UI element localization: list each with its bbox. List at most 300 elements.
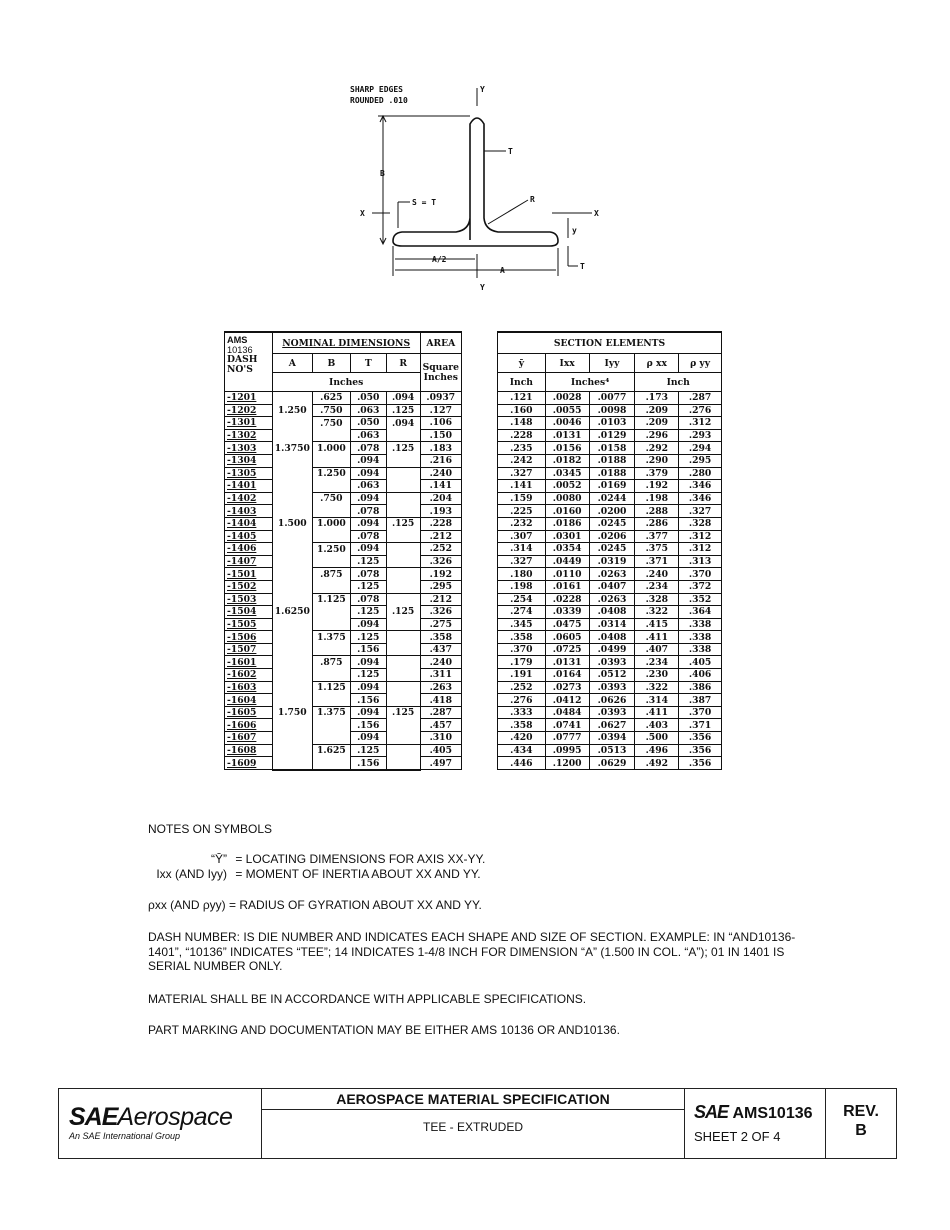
cell-pxx: .286	[635, 517, 679, 530]
cell-ixx: .0412	[545, 694, 589, 707]
logo-sae: SAE	[69, 1103, 118, 1131]
cell-r	[386, 505, 420, 518]
cell-r	[386, 643, 420, 656]
cell-a	[272, 417, 312, 430]
note-ixx-text: = MOMENT OF INERTIA ABOUT XX AND YY.	[235, 867, 481, 881]
header-ams: AMS	[227, 335, 248, 345]
cell-pyy: .346	[679, 492, 722, 505]
cell-ixx: .0273	[545, 681, 589, 694]
cell-ixx: .0055	[545, 404, 589, 417]
cell-y: .159	[498, 492, 546, 505]
cell-ixx: .0131	[545, 656, 589, 669]
cell-iyy: .0077	[589, 392, 635, 405]
cell-y: .358	[498, 631, 546, 644]
cell-a	[272, 656, 312, 669]
cell-r	[386, 492, 420, 505]
cell-iyy: .0408	[589, 631, 635, 644]
cell-a: 1.750	[272, 706, 312, 719]
doc-number-line	[694, 1102, 813, 1123]
cell-y: .333	[498, 706, 546, 719]
cell-r	[386, 593, 420, 606]
cell-ixx: .0046	[545, 417, 589, 430]
table-row	[225, 606, 462, 619]
cell-pxx: .415	[635, 618, 679, 631]
cell-iyy: .0393	[589, 656, 635, 669]
rev-label: REV.	[843, 1103, 879, 1120]
cell-iyy: .0499	[589, 643, 635, 656]
cell-dash: -1608	[225, 744, 273, 757]
table-row	[498, 530, 722, 543]
header-area: AREA	[420, 332, 461, 354]
cell-iyy: .0263	[589, 568, 635, 581]
cell-ixx: .0741	[545, 719, 589, 732]
cell-iyy: .0629	[589, 757, 635, 770]
rev-value: B	[855, 1122, 867, 1139]
tee-section-drawing	[340, 78, 620, 293]
cell-pyy: .364	[679, 606, 722, 619]
header-square-inches	[420, 354, 461, 392]
cell-iyy: .0394	[589, 732, 635, 745]
table-row	[498, 719, 722, 732]
cell-pyy: .356	[679, 757, 722, 770]
logo-cell	[59, 1089, 262, 1158]
cell-ixx: .0164	[545, 669, 589, 682]
cell-dash: -1303	[225, 442, 273, 455]
cell-pyy: .313	[679, 555, 722, 568]
cell-pxx: .403	[635, 719, 679, 732]
cell-a	[272, 732, 312, 745]
cell-r: .094	[386, 417, 420, 430]
cell-area: .240	[420, 656, 461, 669]
header-nominal: NOMINAL DIMENSIONS	[272, 332, 420, 354]
table-row	[225, 593, 462, 606]
cell-a	[272, 719, 312, 732]
cell-r: .125	[386, 442, 420, 455]
cell-ixx: .0131	[545, 429, 589, 442]
cell-ixx: .0228	[545, 593, 589, 606]
header-dash: DASH	[227, 354, 258, 365]
cell-area: .418	[420, 694, 461, 707]
cell-t: .094	[350, 618, 386, 631]
cell-iyy: .0627	[589, 719, 635, 732]
cell-area: .106	[420, 417, 461, 430]
cell-b	[312, 555, 350, 568]
cell-b	[312, 606, 350, 619]
cell-a	[272, 392, 312, 405]
cell-dash: -1506	[225, 631, 273, 644]
cell-a	[272, 580, 312, 593]
cell-dash: -1504	[225, 606, 273, 619]
cell-t: .063	[350, 404, 386, 417]
cell-r	[386, 631, 420, 644]
table-row	[225, 530, 462, 543]
cell-iyy: .0188	[589, 454, 635, 467]
cell-r	[386, 543, 420, 556]
cell-t: .078	[350, 530, 386, 543]
cell-ixx: .0110	[545, 568, 589, 581]
cell-a: 1.6250	[272, 606, 312, 619]
cell-pxx: .290	[635, 454, 679, 467]
cell-y: .327	[498, 555, 546, 568]
logo-subtitle: An SAE International Group	[69, 1131, 181, 1141]
cell-pyy: .328	[679, 517, 722, 530]
cell-pxx: .209	[635, 404, 679, 417]
cell-iyy: .0319	[589, 555, 635, 568]
cell-pyy: .387	[679, 694, 722, 707]
table-row	[225, 454, 462, 467]
cell-area: .295	[420, 580, 461, 593]
cell-pxx: .500	[635, 732, 679, 745]
cell-pyy: .370	[679, 706, 722, 719]
cell-dash: -1505	[225, 618, 273, 631]
logo-aerospace: Aerospace	[117, 1103, 233, 1131]
cell-y: .446	[498, 757, 546, 770]
cell-area: .127	[420, 404, 461, 417]
table-row	[225, 492, 462, 505]
cell-t: .156	[350, 643, 386, 656]
doc-number: AMS10136	[732, 1105, 813, 1122]
cell-ixx: .0160	[545, 505, 589, 518]
cell-b: 1.625	[312, 744, 350, 757]
cell-a: 1.250	[272, 404, 312, 417]
cell-a	[272, 593, 312, 606]
label-s-eq-t: S = T	[412, 198, 437, 207]
cell-a	[272, 694, 312, 707]
cell-pxx: .292	[635, 442, 679, 455]
cell-t: .094	[350, 656, 386, 669]
cell-pxx: .407	[635, 643, 679, 656]
cell-pyy: .295	[679, 454, 722, 467]
cell-a	[272, 492, 312, 505]
table-row	[498, 681, 722, 694]
sae-mini-logo: SAE	[694, 1102, 729, 1122]
cell-r	[386, 656, 420, 669]
table-row	[498, 643, 722, 656]
table-row	[498, 404, 722, 417]
table-row	[498, 568, 722, 581]
cell-iyy: .0103	[589, 417, 635, 430]
cell-iyy: .0245	[589, 517, 635, 530]
header-inches: Inches	[272, 373, 420, 392]
cell-dash: -1501	[225, 568, 273, 581]
label-b: B	[380, 169, 385, 178]
cell-pxx: .314	[635, 694, 679, 707]
cell-r: .125	[386, 517, 420, 530]
cell-t: .125	[350, 631, 386, 644]
cell-pyy: .338	[679, 631, 722, 644]
cell-pyy: .312	[679, 543, 722, 556]
cell-b	[312, 618, 350, 631]
cell-pxx: .411	[635, 631, 679, 644]
cell-b	[312, 480, 350, 493]
cell-pyy: .293	[679, 429, 722, 442]
cell-dash: -1406	[225, 543, 273, 556]
cell-area: .141	[420, 480, 461, 493]
label-x-right: X	[594, 209, 599, 218]
table-row	[498, 417, 722, 430]
cell-r: .094	[386, 392, 420, 405]
cell-r	[386, 454, 420, 467]
cell-t: .125	[350, 580, 386, 593]
header-col-pxx: ρ xx	[635, 354, 679, 373]
cell-pxx: .234	[635, 580, 679, 593]
cell-dash: -1502	[225, 580, 273, 593]
cell-r	[386, 694, 420, 707]
cell-pxx: .322	[635, 606, 679, 619]
cell-t: .094	[350, 706, 386, 719]
cell-area: .252	[420, 543, 461, 556]
cell-y: .252	[498, 681, 546, 694]
title-block	[58, 1088, 897, 1159]
label-r: R	[530, 195, 535, 204]
cell-dash: -1402	[225, 492, 273, 505]
table-row	[225, 656, 462, 669]
cell-area: .0937	[420, 392, 461, 405]
cell-pxx: .328	[635, 593, 679, 606]
cell-iyy: .0245	[589, 543, 635, 556]
table-row	[225, 744, 462, 757]
cell-r	[386, 480, 420, 493]
cell-iyy: .0263	[589, 593, 635, 606]
cell-pyy: .405	[679, 656, 722, 669]
doc-number-cell	[685, 1089, 826, 1158]
cell-t: .125	[350, 744, 386, 757]
cell-y: .141	[498, 480, 546, 493]
cell-b	[312, 505, 350, 518]
cell-t: .078	[350, 568, 386, 581]
cell-pxx: .198	[635, 492, 679, 505]
cell-pxx: .209	[635, 417, 679, 430]
header-col-t: T	[350, 354, 386, 373]
table-row	[225, 467, 462, 480]
cell-y: .276	[498, 694, 546, 707]
cell-dash: -1202	[225, 404, 273, 417]
header-unit-inch-rho: Inch	[635, 373, 722, 392]
note-material: MATERIAL SHALL BE IN ACCORDANCE WITH APPLICABLE SPECIFICATIONS.	[148, 992, 587, 1006]
table-row	[498, 606, 722, 619]
header-10136: 10136	[227, 345, 253, 355]
cell-y: .228	[498, 429, 546, 442]
title-cell	[262, 1089, 685, 1158]
cell-iyy: .0512	[589, 669, 635, 682]
cell-t: .125	[350, 606, 386, 619]
cell-dash: -1401	[225, 480, 273, 493]
cell-ixx: .0475	[545, 618, 589, 631]
label-y-bottom: Y	[480, 283, 485, 292]
label-t-stem: T	[508, 147, 513, 156]
cell-y: .121	[498, 392, 546, 405]
cell-ixx: .0186	[545, 517, 589, 530]
cell-dash: -1503	[225, 593, 273, 606]
tee-outline	[393, 118, 558, 246]
table-row	[225, 643, 462, 656]
cell-b: .875	[312, 568, 350, 581]
cell-iyy: .0408	[589, 606, 635, 619]
table-row	[498, 618, 722, 631]
part-name: TEE - EXTRUDED	[422, 1120, 523, 1134]
cell-dash: -1507	[225, 643, 273, 656]
cell-area: .311	[420, 669, 461, 682]
table-row	[498, 454, 722, 467]
cell-a	[272, 505, 312, 518]
cell-dash: -1405	[225, 530, 273, 543]
table-row	[498, 442, 722, 455]
cell-a	[272, 681, 312, 694]
table-row	[225, 392, 462, 405]
cell-area: .326	[420, 555, 461, 568]
cell-r	[386, 744, 420, 757]
cell-b	[312, 429, 350, 442]
cell-area: .192	[420, 568, 461, 581]
table-row	[498, 480, 722, 493]
cell-pxx: .375	[635, 543, 679, 556]
cell-pyy: .327	[679, 505, 722, 518]
table-row	[225, 618, 462, 631]
table-row	[498, 517, 722, 530]
cell-pxx: .288	[635, 505, 679, 518]
cell-b: .750	[312, 404, 350, 417]
cell-a	[272, 480, 312, 493]
cell-iyy: .0169	[589, 480, 635, 493]
header-inches-sq: Inches	[423, 371, 458, 383]
sheet-number: SHEET 2 OF 4	[694, 1129, 781, 1144]
cell-a	[272, 543, 312, 556]
cell-ixx: .0995	[545, 744, 589, 757]
cell-iyy: .0393	[589, 706, 635, 719]
cell-t: .078	[350, 442, 386, 455]
cell-area: .437	[420, 643, 461, 656]
cell-y: .420	[498, 732, 546, 745]
cell-ixx: .0339	[545, 606, 589, 619]
table-row	[225, 480, 462, 493]
table-row	[225, 694, 462, 707]
cell-pyy: .294	[679, 442, 722, 455]
cell-pyy: .338	[679, 618, 722, 631]
cell-pxx: .371	[635, 555, 679, 568]
cell-area: .287	[420, 706, 461, 719]
cell-y: .254	[498, 593, 546, 606]
cell-dash: -1609	[225, 757, 273, 770]
cell-b	[312, 757, 350, 770]
cell-b: .750	[312, 417, 350, 430]
cell-b: 1.250	[312, 543, 350, 556]
cell-iyy: .0393	[589, 681, 635, 694]
cell-r	[386, 568, 420, 581]
note-ixx-symbol: Ixx (AND Iyy)	[156, 867, 227, 881]
cell-ixx: .0052	[545, 480, 589, 493]
cell-b	[312, 454, 350, 467]
cell-iyy: .0188	[589, 467, 635, 480]
cell-pyy: .356	[679, 744, 722, 757]
nominal-dimensions-table	[224, 331, 462, 771]
cell-ixx: .0354	[545, 543, 589, 556]
cell-b	[312, 719, 350, 732]
cell-a: 1.500	[272, 517, 312, 530]
cell-area: .228	[420, 517, 461, 530]
cell-area: .216	[420, 454, 461, 467]
cell-ixx: .0028	[545, 392, 589, 405]
cell-y: .242	[498, 454, 546, 467]
header-col-r: R	[386, 354, 420, 373]
cell-ixx: .0345	[545, 467, 589, 480]
cell-pxx: .234	[635, 656, 679, 669]
cell-pxx: .379	[635, 467, 679, 480]
table-row	[498, 392, 722, 405]
table-row	[225, 505, 462, 518]
cell-dash: -1606	[225, 719, 273, 732]
table-row	[498, 492, 722, 505]
sae-aerospace-logo	[69, 1103, 232, 1132]
cell-pyy: .406	[679, 669, 722, 682]
cell-iyy: .0158	[589, 442, 635, 455]
table-row	[225, 706, 462, 719]
cell-pxx: .492	[635, 757, 679, 770]
note-ybar	[148, 852, 828, 867]
cell-pyy: .371	[679, 719, 722, 732]
cell-pyy: .372	[679, 580, 722, 593]
cell-t: .050	[350, 392, 386, 405]
table-row	[225, 517, 462, 530]
cell-y: .327	[498, 467, 546, 480]
cell-b: 1.250	[312, 467, 350, 480]
note-ixx	[148, 867, 828, 882]
cell-pxx: .240	[635, 568, 679, 581]
cell-area: .457	[420, 719, 461, 732]
cell-y: .198	[498, 580, 546, 593]
table-row	[225, 719, 462, 732]
note-sharp-edges-1: SHARP EDGES	[350, 85, 403, 94]
cell-a	[272, 568, 312, 581]
cell-ixx: .0156	[545, 442, 589, 455]
cell-dash: -1301	[225, 417, 273, 430]
cell-y: .434	[498, 744, 546, 757]
table-row	[498, 744, 722, 757]
cell-t: .125	[350, 669, 386, 682]
cell-ixx: .1200	[545, 757, 589, 770]
cell-iyy: .0314	[589, 618, 635, 631]
cell-r	[386, 429, 420, 442]
cell-pxx: .230	[635, 669, 679, 682]
cell-area: .212	[420, 530, 461, 543]
table-row	[225, 555, 462, 568]
cell-t: .094	[350, 732, 386, 745]
notes-heading: NOTES ON SYMBOLS	[148, 822, 273, 836]
cell-b: 1.125	[312, 593, 350, 606]
cell-area: .263	[420, 681, 461, 694]
cell-dash: -1601	[225, 656, 273, 669]
cell-a	[272, 467, 312, 480]
table-row	[225, 757, 462, 770]
note-rho: ρxx (AND ρyy) = RADIUS OF GYRATION ABOUT XX AND YY.	[148, 898, 482, 912]
note-ybar-symbol: “Ȳ”	[211, 852, 227, 866]
table-row	[225, 568, 462, 581]
cell-y: .180	[498, 568, 546, 581]
cell-t: .050	[350, 417, 386, 430]
note-sharp-edges-2: ROUNDED .010	[350, 96, 408, 105]
cell-r	[386, 555, 420, 568]
cell-b: 1.000	[312, 442, 350, 455]
cell-pxx: .411	[635, 706, 679, 719]
cell-b: 1.375	[312, 706, 350, 719]
cell-y: .307	[498, 530, 546, 543]
cell-area: .150	[420, 429, 461, 442]
cell-y: .370	[498, 643, 546, 656]
table-row	[498, 593, 722, 606]
cell-t: .078	[350, 505, 386, 518]
cell-r	[386, 719, 420, 732]
cell-a	[272, 618, 312, 631]
cell-t: .094	[350, 517, 386, 530]
